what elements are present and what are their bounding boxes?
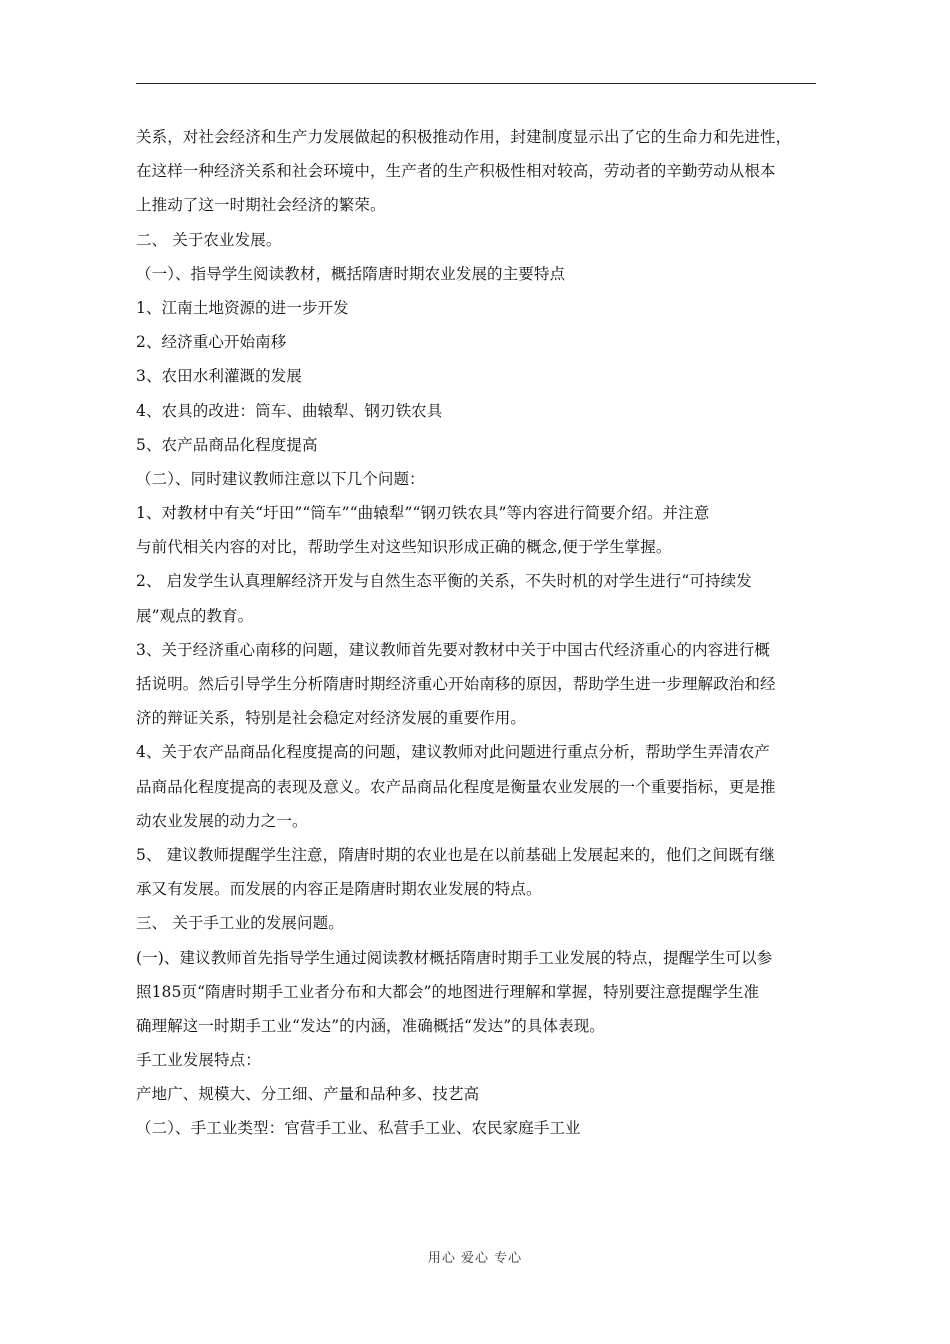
subsection-heading: （一）、指导学生阅读教材，概括隋唐时期农业发展的主要特点 [136,264,566,283]
body-line: 关系，对社会经济和生产力发展做起的积极推动作用，封建制度显示出了它的生命力和先进性， [136,128,792,146]
body-line: 确理解这一时期手工业“发达”的内涵，准确概括“发达”的具体表现。 [136,1016,605,1035]
subsection-heading: （二）、手工业类型：官营手工业、私营手工业、农民家庭手工业 [136,1119,581,1138]
body-line: 括说明。然后引导学生分析隋唐时期经济重心开始南移的原因，帮助学生进一步理解政治和经 [136,675,776,693]
body-line: 在这样一种经济关系和社会环境中，生产者的生产积极性相对较高，劳动者的辛勤劳动从根本 [136,162,776,181]
page-footer: 用心 爱心 专心 [427,1251,523,1266]
section-heading: 三、 关于手工业的发展问题。 [136,914,344,933]
list-item: 4、农具的改进：筒车、曲辕犁、钢刃铁农具 [136,401,443,420]
body-line: 手工业发展特点： [136,1051,261,1070]
body-line: (一)、建议教师首先指导学生通过阅读教材概括隋唐时期手工业发展的特点，提醒学生可以参 [136,948,773,967]
subsection-heading: （二）、同时建议教师注意以下几个问题： [136,469,425,488]
header-rule [136,83,816,84]
body-line: 4、关于农产品商品化程度提高的问题，建议教师对此问题进行重点分析，帮助学生弄清农产 [136,743,770,762]
body-line: 济的辩证关系，特别是社会稳定对经济发展的重要作用。 [136,709,527,728]
body-line: 2、 启发学生认真理解经济开发与自然生态平衡的关系，不失时机的对学生进行“可持续发 [136,572,752,591]
list-item: 1、江南土地资源的进一步开发 [136,298,349,317]
list-item: 5、农产品商品化程度提高 [136,435,318,454]
body-line: 上推动了这一时期社会经济的繁荣。 [136,196,386,215]
section-heading: 二、 关于农业发展。 [136,230,282,249]
body-line: 3、关于经济重心南移的问题，建议教师首先要对教材中关于中国古代经济重心的内容进行概 [136,640,770,659]
body-line: 品商品化程度提高的表现及意义。农产品商品化程度是衡量农业发展的一个重要指标，更是推 [136,777,776,796]
document-body [136,120,826,1146]
body-line: 承又有发展。而发展的内容正是隋唐时期农业发展的特点。 [136,880,542,899]
body-line: 展”观点的教育。 [136,606,254,625]
list-item: 2、经济重心开始南移 [136,333,287,352]
body-line: 1、对教材中有关“圩田”“筒车”“曲辕犁”“钢刃铁农具”等内容进行简要介绍。并注意 [136,504,710,523]
body-line: 照185页“隋唐时期手工业者分布和大都会”的地图进行理解和掌握，特别要注意提醒学生准 [136,982,760,1001]
body-line: 与前代相关内容的对比，帮助学生对这些知识形成正确的概念,便于学生掌握。 [136,538,672,557]
body-line: 产地广、规模大、分工细、产量和品种多、技艺高 [136,1085,480,1104]
body-line: 5、 建议教师提醒学生注意，隋唐时期的农业也是在以前基础上发展起来的，他们之间既有继 [136,845,775,864]
list-item: 3、农田水利灌溉的发展 [136,367,302,386]
body-line: 动农业发展的动力之一。 [136,811,308,830]
